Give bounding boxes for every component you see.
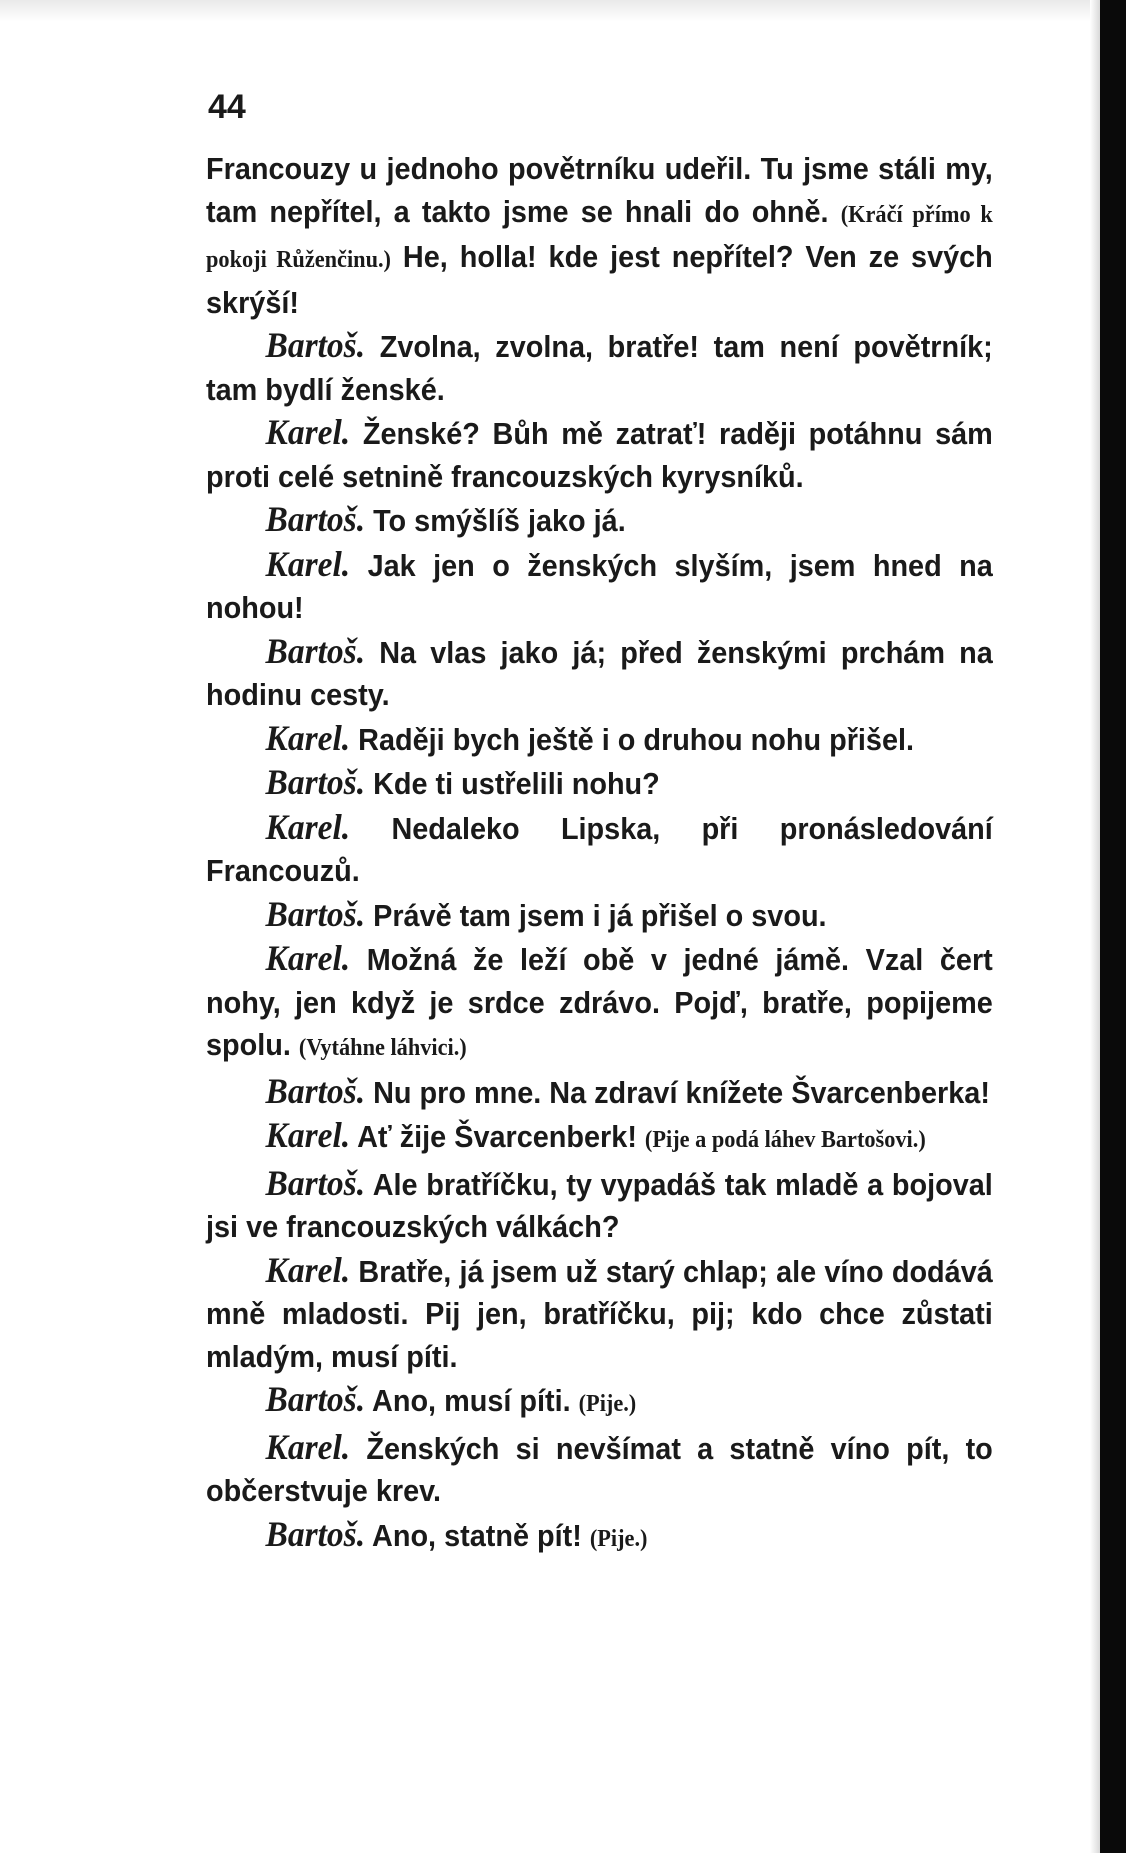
- speaker-name: Bartoš.: [265, 1379, 366, 1419]
- dialogue-line: Nu pro mne. Na zdraví knížete Švarcenberka!: [365, 1074, 990, 1110]
- stage-direction: (Vytáhne láhvici.): [298, 1035, 467, 1061]
- paragraph: [206, 1249, 993, 1379]
- dialogue-line: Jak jen o ženských slyším, jsem hned na nohou!: [206, 547, 993, 625]
- speaker-name: Bartoš.: [265, 1162, 366, 1203]
- scan-page-gutter: [1090, 0, 1100, 1853]
- stage-direction: (Pije.): [589, 1525, 648, 1552]
- speaker-name: Bartoš.: [265, 762, 366, 802]
- speaker-name: Bartoš.: [265, 1513, 366, 1554]
- dialogue-line: Zvolna, zvolna, bratře! tam není povětrník; tam bydlí ženské.: [206, 329, 993, 407]
- dialogue-line: Na vlas jako já; před ženskými prchám na hodinu cesty.: [206, 634, 993, 712]
- dialogue-line: Ano, musí píti.: [365, 1383, 579, 1418]
- speaker-name: Karel.: [265, 543, 351, 584]
- dialogue-text: [206, 148, 993, 1560]
- page-number: 44: [208, 88, 246, 126]
- paragraph: [206, 411, 993, 498]
- speaker-name: Bartoš.: [265, 325, 366, 365]
- paragraph: [206, 1378, 993, 1426]
- speaker-name: Karel.: [265, 806, 351, 847]
- paragraph: [206, 893, 993, 938]
- scan-edge-top: [0, 0, 1126, 22]
- stage-direction: (Pije a podá láhev Bartošovi.): [644, 1127, 926, 1153]
- paragraph: [206, 543, 993, 630]
- dialogue-line: He, holla! kde jest nepřítel? Ven ze svých skrýší!: [206, 239, 993, 320]
- paragraph: [206, 498, 993, 543]
- dialogue-line: Bratře, já jsem už starý chlap; ale víno dodává mně mladosti. Pij jen, bratříčku, pij; kdo chce zůstati mladým, musí píti.: [206, 1253, 993, 1374]
- paragraph: [206, 1162, 993, 1249]
- dialogue-line: Francouzy u jednoho povětrníku udeřil. Tu jsme stáli my, tam nepřítel, a takto jsme se hnali do ohně.: [206, 151, 993, 229]
- dialogue-line: Ženských si nevšímat a statně víno pít, to občerstvuje krev.: [206, 1430, 993, 1508]
- paragraph: [206, 761, 993, 806]
- speaker-name: Karel.: [265, 1249, 351, 1290]
- dialogue-line: Právě tam jsem i já přišel o svou.: [365, 897, 827, 933]
- speaker-name: Bartoš.: [265, 1070, 366, 1111]
- dialogue-line: Ano, statně pít!: [365, 1517, 590, 1553]
- dialogue-line: Raději bych ještě i o druhou nohu přišel.: [350, 721, 915, 757]
- paragraph: [206, 148, 993, 324]
- paragraph: [206, 324, 993, 411]
- dialogue-line: Ale bratříčku, ty vypadáš tak mladě a bojoval jsi ve francouzských válkách?: [206, 1166, 993, 1244]
- dialogue-line: Možná že leží obě v jedné jámě. Vzal čert nohy, jen když je srdce zdrávo. Pojď, bratře, popijeme spolu.: [206, 942, 993, 1062]
- paragraph: [206, 806, 993, 893]
- dialogue-line: Kde ti ustřelili nohu?: [365, 766, 660, 801]
- stage-direction: (Kráčí přímo k pokoji Růženčinu.): [206, 201, 993, 273]
- paragraph: [206, 1426, 993, 1513]
- paragraph: [206, 717, 993, 762]
- speaker-name: Bartoš.: [265, 630, 366, 671]
- speaker-name: Karel.: [265, 1115, 351, 1155]
- stage-direction: (Pije.): [578, 1391, 637, 1417]
- speaker-name: Bartoš.: [265, 893, 366, 934]
- speaker-name: Karel.: [265, 1426, 351, 1467]
- paragraph: [206, 1513, 993, 1561]
- dialogue-line: Nedaleko Lipska, při pronásledování Francouzů.: [206, 810, 993, 888]
- speaker-name: Bartoš.: [265, 499, 366, 539]
- speaker-name: Karel.: [265, 717, 351, 758]
- dialogue-line: Ženské? Bůh mě zatrať! raději potáhnu sám proti celé setnině francouzských kyrysníků.: [206, 416, 993, 494]
- paragraph: [206, 1114, 993, 1162]
- paragraph: [206, 937, 993, 1070]
- speaker-name: Karel.: [265, 412, 351, 452]
- paragraph: [206, 630, 993, 717]
- speaker-name: Karel.: [265, 938, 351, 978]
- paragraph: [206, 1070, 993, 1115]
- scan-edge-right: [1100, 0, 1126, 1853]
- dialogue-line: Ať žije Švarcenberk!: [350, 1119, 645, 1154]
- dialogue-line: To smýšlíš jako já.: [365, 503, 626, 538]
